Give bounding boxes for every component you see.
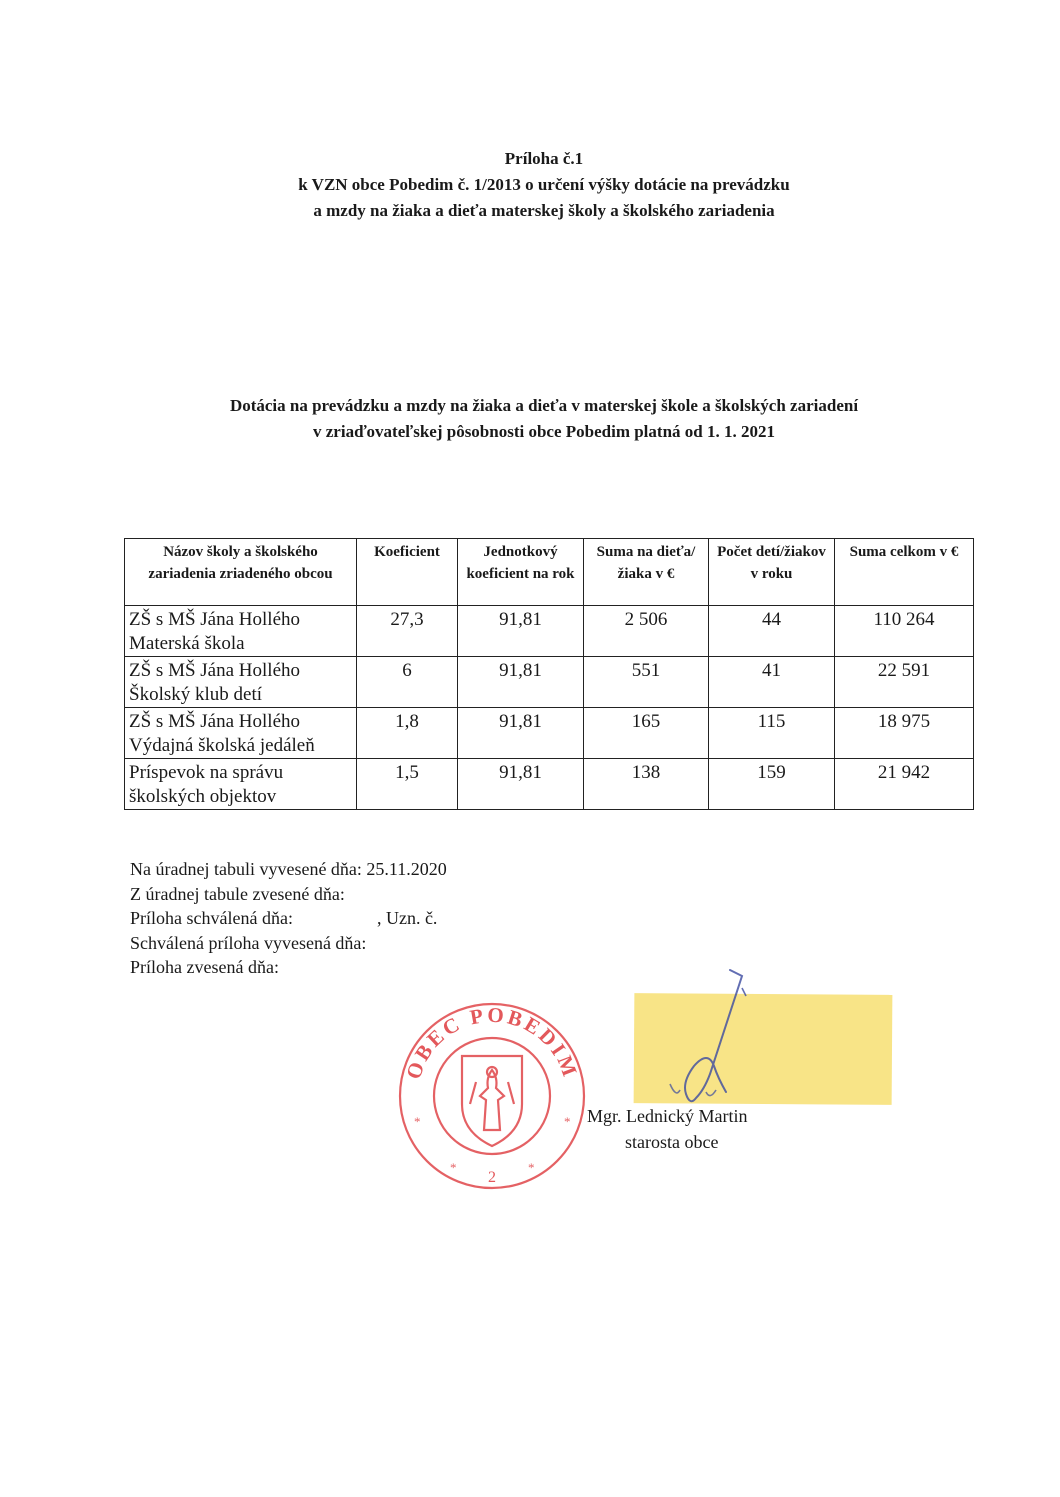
cell-amount-per-child: 165	[584, 708, 709, 759]
stamp-number: 2	[488, 1169, 496, 1186]
cell-amount-per-child: 138	[584, 759, 709, 810]
section-heading-line2: v zriaďovateľskej pôsobnosti obce Pobedim platná od 1. 1. 2021	[313, 422, 775, 441]
cell-total-amount: 21 942	[835, 759, 974, 810]
cell-unit-coefficient: 91,81	[458, 657, 584, 708]
cell-amount-per-child: 551	[584, 657, 709, 708]
signatory-block	[587, 1103, 747, 1155]
publication-notes	[130, 857, 447, 980]
svg-text:*: *	[414, 1114, 421, 1129]
school-name-line2: Materská škola	[129, 633, 245, 654]
cell-coefficient: 6	[357, 657, 458, 708]
table-header-row	[125, 539, 974, 606]
note-attachment-removed: Príloha zvesená dňa:	[130, 957, 279, 977]
signatory-name: Mgr. Lednický Martin	[587, 1106, 748, 1126]
cell-unit-coefficient: 91,81	[458, 606, 584, 657]
stamp-lettering: OBEC POBEDIM	[401, 1002, 583, 1083]
cell-child-count: 159	[709, 759, 835, 810]
section-heading	[14, 393, 1060, 445]
cell-coefficient: 27,3	[357, 606, 458, 657]
note-posted: Na úradnej tabuli vyvesené dňa: 25.11.2020	[130, 859, 447, 879]
school-name-line1: ZŠ s MŠ Jána Hollého	[129, 711, 300, 732]
municipal-seal-stamp	[396, 1000, 588, 1192]
note-approved-posted: Schválená príloha vyvesená dňa:	[130, 932, 367, 953]
note-resolution: , Uzn. č.	[376, 908, 438, 928]
attachment-header	[14, 146, 1060, 224]
attachment-subtitle-line1: k VZN obce Pobedim č. 1/2013 o určení výšky dotácie na prevádzku	[298, 175, 790, 194]
cell-total-amount: 18 975	[835, 708, 974, 759]
cell-total-amount: 22 591	[835, 657, 974, 708]
cell-child-count: 41	[709, 657, 835, 708]
svg-text:*: *	[528, 1160, 535, 1175]
header-amount-per-child: Suma na dieťa/žiaka v €	[584, 539, 709, 606]
cell-school-name	[125, 606, 357, 657]
cell-school-name	[125, 759, 357, 810]
table-row	[125, 708, 974, 759]
school-name-line1: ZŠ s MŠ Jána Hollého	[129, 609, 300, 630]
section-heading-line1: Dotácia na prevádzku a mzdy na žiaka a dieťa v materskej škole a školských zariadení	[229, 396, 859, 415]
svg-text:*: *	[564, 1114, 571, 1129]
school-name-line2: Výdajná školská jedáleň	[129, 735, 315, 756]
cell-coefficient: 1,5	[357, 759, 458, 810]
header-total-amount: Suma celkom v €	[835, 539, 974, 606]
school-name-line1: ZŠ s MŠ Jána Hollého	[129, 660, 300, 681]
signatory-role: starosta obce	[625, 1132, 719, 1152]
attachment-title: Príloha č.1	[504, 149, 584, 168]
header-child-count: Počet detí/žiakov v roku	[709, 539, 835, 606]
handwritten-signature	[650, 966, 770, 1116]
table-row	[125, 657, 974, 708]
cell-child-count: 115	[709, 708, 835, 759]
school-name-line1: Príspevok na správu	[129, 762, 284, 783]
note-removed: Z úradnej tabule zvesené dňa:	[130, 883, 345, 904]
note-approved-line	[130, 906, 447, 931]
cell-unit-coefficient: 91,81	[458, 759, 584, 810]
cell-total-amount: 110 264	[835, 606, 974, 657]
subsidy-table-container	[124, 538, 974, 810]
cell-child-count: 44	[709, 606, 835, 657]
header-coefficient: Koeficient	[357, 539, 458, 606]
table-row	[125, 759, 974, 810]
cell-amount-per-child: 2 506	[584, 606, 709, 657]
cell-coefficient: 1,8	[357, 708, 458, 759]
school-name-line2: školských objektov	[129, 786, 277, 807]
cell-school-name	[125, 708, 357, 759]
attachment-subtitle-line2: a mzdy na žiaka a dieťa materskej školy a školského zariadenia	[313, 201, 775, 220]
school-name-line2: Školský klub detí	[129, 684, 263, 705]
header-unit-coefficient: Jednotkový koeficient na rok	[458, 539, 584, 606]
table-row	[125, 606, 974, 657]
header-school-name: Názov školy a školského zariadenia zriadeného obcou	[125, 539, 357, 606]
svg-text:*: *	[450, 1160, 457, 1175]
cell-unit-coefficient: 91,81	[458, 708, 584, 759]
cell-school-name	[125, 657, 357, 708]
note-approved: Príloha schválená dňa:	[130, 908, 293, 928]
subsidy-table	[124, 538, 974, 810]
